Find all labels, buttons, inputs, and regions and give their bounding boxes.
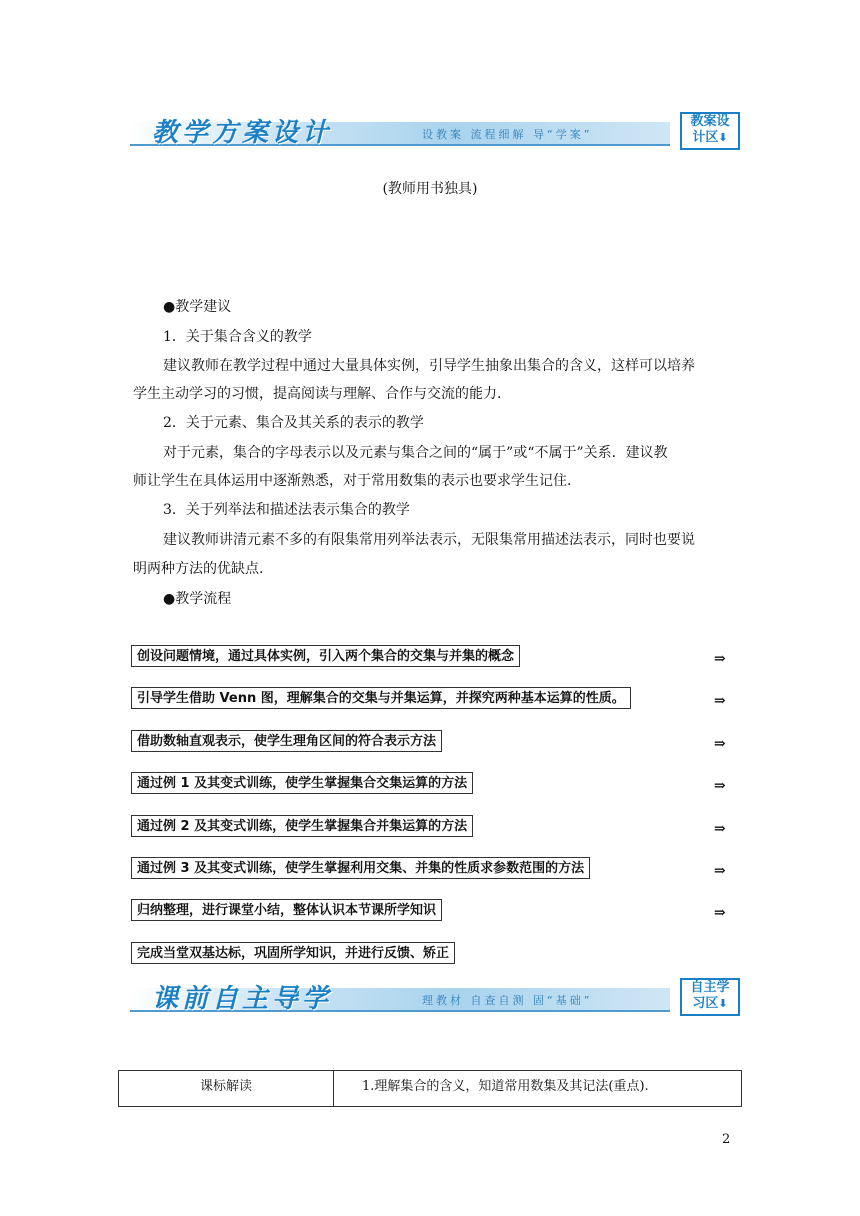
banner-tag-line2: 计区 — [692, 130, 719, 145]
banner-tag — [680, 978, 740, 1016]
flow-heading: ●教学流程 — [163, 591, 232, 607]
suggestion-2-body-line2: 师让学生在具体运用中逐渐熟悉，对于常用数集的表示也要求学生记住. — [133, 473, 572, 489]
banner-tag-line1: 自主学 — [690, 980, 730, 995]
flow-step-5: 通过例 2 及其变式训练，使学生掌握集合并集运算的方法 — [131, 815, 473, 837]
flow-step-2: 引导学生借助 Venn 图，理解集合的交集与并集运算，并探究两种基本运算的性质。 — [131, 687, 631, 709]
flow-step-6: 通过例 3 及其变式训练，使学生掌握利用交集、并集的性质求参数范围的方法 — [131, 857, 590, 879]
banner-subtitle: 理教材 自查自测 固“基础” — [422, 994, 593, 1007]
suggestion-3-body-line1: 建议教师讲清元素不多的有限集常用列举法表示，无限集常用描述法表示，同时也要说 — [163, 532, 695, 548]
table-row — [119, 1071, 742, 1107]
flow-step-8: 完成当堂双基达标，巩固所学知识，并进行反馈、矫正 — [131, 942, 455, 964]
section-banner-self-study — [130, 978, 738, 1014]
flow-arrow-icon: ⇒ — [714, 651, 726, 667]
page-number: 2 — [722, 1132, 731, 1147]
flow-arrow-icon: ⇒ — [714, 863, 726, 879]
banner-title: 课前自主导学 — [152, 984, 333, 1014]
teacher-only-note: (教师用书独具) — [382, 181, 478, 197]
flow-step-1: 创设问题情境，通过具体实例，引入两个集合的交集与并集的概念 — [131, 645, 520, 667]
suggestion-1-title: 1．关于集合含义的教学 — [163, 329, 312, 345]
suggestion-2-body-line1: 对于元素，集合的字母表示以及元素与集合之间的“属于”或“不属于”关系．建议教 — [163, 445, 668, 461]
banner-tag-line1: 教案设 — [690, 114, 730, 129]
flow-step-4: 通过例 1 及其变式训练，使学生掌握集合交集运算的方法 — [131, 772, 473, 794]
suggestion-1-body-line2: 学生主动学习的习惯，提高阅读与理解、合作与交流的能力. — [133, 386, 502, 402]
flow-step-7: 归纳整理，进行课堂小结，整体认识本节课所学知识 — [131, 899, 442, 921]
section-banner-teaching-plan — [130, 112, 738, 148]
banner-tag-line2: 习区 — [692, 996, 719, 1011]
banner-title: 教学方案设计 — [152, 118, 333, 148]
suggestion-2-title: 2．关于元素、集合及其关系的表示的教学 — [163, 415, 424, 431]
flow-arrow-icon: ⇒ — [714, 821, 726, 837]
down-arrow-icon: ⬇ — [718, 997, 728, 1010]
flow-arrow-icon: ⇒ — [714, 905, 726, 921]
flow-step-3: 借助数轴直观表示，使学生理角区间的符合表示方法 — [131, 730, 442, 752]
suggestions-heading: ●教学建议 — [163, 299, 232, 315]
down-arrow-icon: ⬇ — [718, 131, 728, 144]
curriculum-standards-table — [118, 1070, 742, 1107]
suggestion-3-title: 3．关于列举法和描述法表示集合的教学 — [163, 502, 410, 518]
table-content-cell: 1.理解集合的含义，知道常用数集及其记法(重点). — [334, 1071, 742, 1107]
banner-tag — [680, 112, 740, 150]
flow-arrow-icon: ⇒ — [714, 693, 726, 709]
flow-arrow-icon: ⇒ — [714, 736, 726, 752]
suggestion-1-body-line1: 建议教师在教学过程中通过大量具体实例，引导学生抽象出集合的含义，这样可以培养 — [163, 358, 695, 374]
suggestion-3-body-line2: 明两种方法的优缺点. — [133, 561, 264, 577]
flow-arrow-icon: ⇒ — [714, 778, 726, 794]
banner-subtitle: 设教案 流程细解 导“学案” — [422, 128, 593, 141]
table-label-cell: 课标解读 — [119, 1071, 334, 1107]
